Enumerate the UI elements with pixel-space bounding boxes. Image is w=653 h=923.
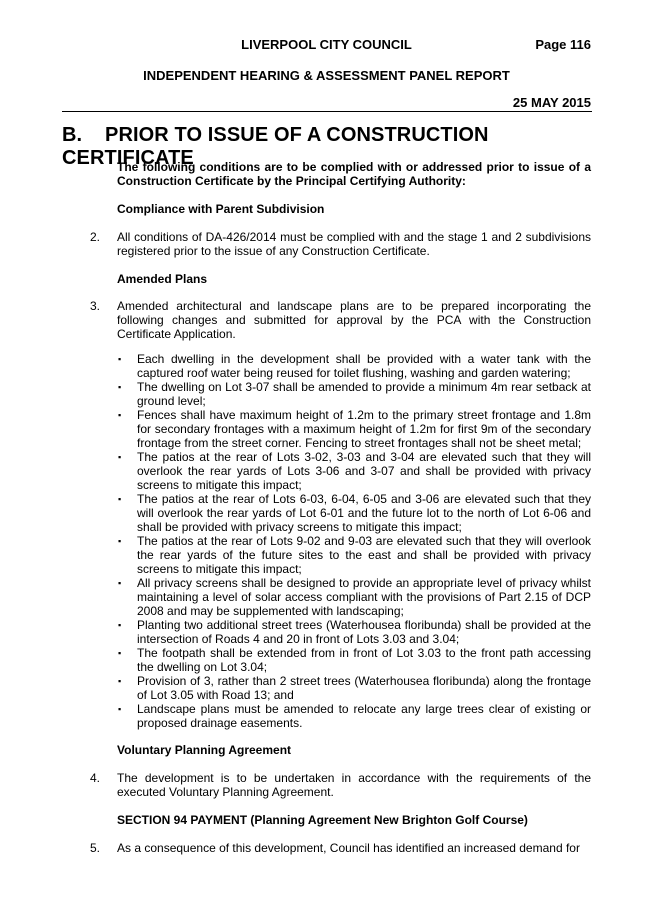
amendments-list — [117, 352, 591, 730]
list-item — [117, 492, 591, 534]
list-item-text: Each dwelling in the development shall be provided with a water tank with the captured roof water being reused for toilet flushing, washing and garden watering; — [137, 352, 591, 380]
condition-number: 2. — [90, 230, 101, 244]
condition-number: 5. — [90, 841, 101, 855]
condition-number: 4. — [90, 771, 101, 785]
list-item-text: The patios at the rear of Lots 3-02, 3-03 and 3-04 are elevated such that they will overlook the rear yards of Lots 3-06 and 3-07 and shall be provided with privacy screens to mitigate this impact; — [137, 450, 591, 492]
list-item-text: The patios at the rear of Lots 9-02 and 9-03 are elevated such that they will overlook the rear yards of the future sites to the east and shall be provided with privacy screens to mitigate this impact; — [137, 534, 591, 576]
list-item-text: Provision of 3, rather than 2 street trees (Waterhousea floribunda) along the frontage of Lot 3.05 with Road 13; and — [137, 674, 591, 702]
header-divider — [62, 111, 592, 112]
bullet-icon: ▪ — [118, 494, 122, 504]
section-title: PRIOR TO ISSUE OF A CONSTRUCTION CERTIFICATE — [62, 124, 489, 169]
list-item — [117, 576, 591, 618]
bullet-icon: ▪ — [118, 410, 122, 420]
list-item — [117, 618, 591, 646]
condition-text: All conditions of DA-426/2014 must be complied with and the stage 1 and 2 subdivisions registered prior to the issue of any Construction Certificate. — [117, 230, 591, 258]
list-item-text: Fences shall have maximum height of 1.2m to the primary street frontage and 1.8m for secondary frontages with a maximum height of 1.2m for first 9m of the secondary frontage from the street corner. Fencing to street frontages shall not be sheet metal; — [137, 408, 591, 450]
condition-heading: Compliance with Parent Subdivision — [117, 202, 325, 216]
list-item — [117, 352, 591, 380]
condition-text: The development is to be undertaken in accordance with the requirements of the executed Voluntary Planning Agreement. — [117, 771, 591, 799]
page-number: Page 116 — [535, 37, 591, 52]
condition-item — [62, 230, 591, 258]
bullet-icon: ▪ — [118, 704, 122, 714]
bullet-icon: ▪ — [118, 620, 122, 630]
list-item — [117, 534, 591, 576]
list-item — [117, 702, 591, 730]
condition-text: As a consequence of this development, Council has identified an increased demand for — [117, 841, 580, 855]
list-item-text: All privacy screens shall be designed to provide an appropriate level of privacy whilst maintaining a level of solar access compliant with the provisions of Part 2.15 of DCP 2008 and may be supplemented with landscaping; — [137, 576, 591, 618]
list-item — [117, 646, 591, 674]
report-title: INDEPENDENT HEARING & ASSESSMENT PANEL REPORT — [143, 68, 510, 83]
list-item-text: The dwelling on Lot 3-07 shall be amended to provide a minimum 4m rear setback at ground level; — [137, 380, 591, 408]
list-item-text: The patios at the rear of Lots 6-03, 6-04, 6-05 and 3-06 are elevated such that they will overlook the rear yards of Lot 6-01 and the future lot to the north of Lot 6-06 and shall be provided with privacy screens to mitigate this impact; — [137, 492, 591, 534]
list-item — [117, 674, 591, 702]
list-item-text: The footpath shall be extended from in front of Lot 3.03 to the front path accessing the dwelling on Lot 3.04; — [137, 646, 591, 674]
bullet-icon: ▪ — [118, 452, 122, 462]
condition-number: 3. — [90, 299, 101, 313]
bullet-icon: ▪ — [118, 382, 122, 392]
condition-item — [62, 841, 591, 855]
bullet-icon: ▪ — [118, 578, 122, 588]
list-item — [117, 450, 591, 492]
section-intro: The following conditions are to be complied with or addressed prior to issue of a Construction Certificate by the Principal Certifying Authority: — [117, 160, 591, 188]
condition-heading: SECTION 94 PAYMENT (Planning Agreement New Brighton Golf Course) — [117, 813, 528, 827]
list-item-text: Landscape plans must be amended to relocate any large trees clear of existing or proposed drainage easements. — [137, 702, 591, 730]
bullet-icon: ▪ — [118, 354, 122, 364]
condition-text: Amended architectural and landscape plans are to be prepared incorporating the following changes and submitted for approval by the PCA with the Construction Certificate Application. — [117, 299, 591, 341]
list-item-text: Planting two additional street trees (Waterhousea floribunda) shall be provided at the intersection of Roads 4 and 20 in front of Lots 3.03 and 3.04; — [137, 618, 591, 646]
report-date: 25 MAY 2015 — [512, 95, 591, 110]
organisation-name: LIVERPOOL CITY COUNCIL — [241, 37, 412, 52]
condition-heading: Voluntary Planning Agreement — [117, 743, 292, 757]
bullet-icon: ▪ — [118, 676, 122, 686]
bullet-icon: ▪ — [118, 648, 122, 658]
section-letter: B. — [62, 124, 83, 146]
list-item — [117, 408, 591, 450]
condition-item — [62, 299, 591, 341]
list-item — [117, 380, 591, 408]
condition-item — [62, 771, 591, 799]
condition-heading: Amended Plans — [117, 272, 208, 286]
bullet-icon: ▪ — [118, 536, 122, 546]
